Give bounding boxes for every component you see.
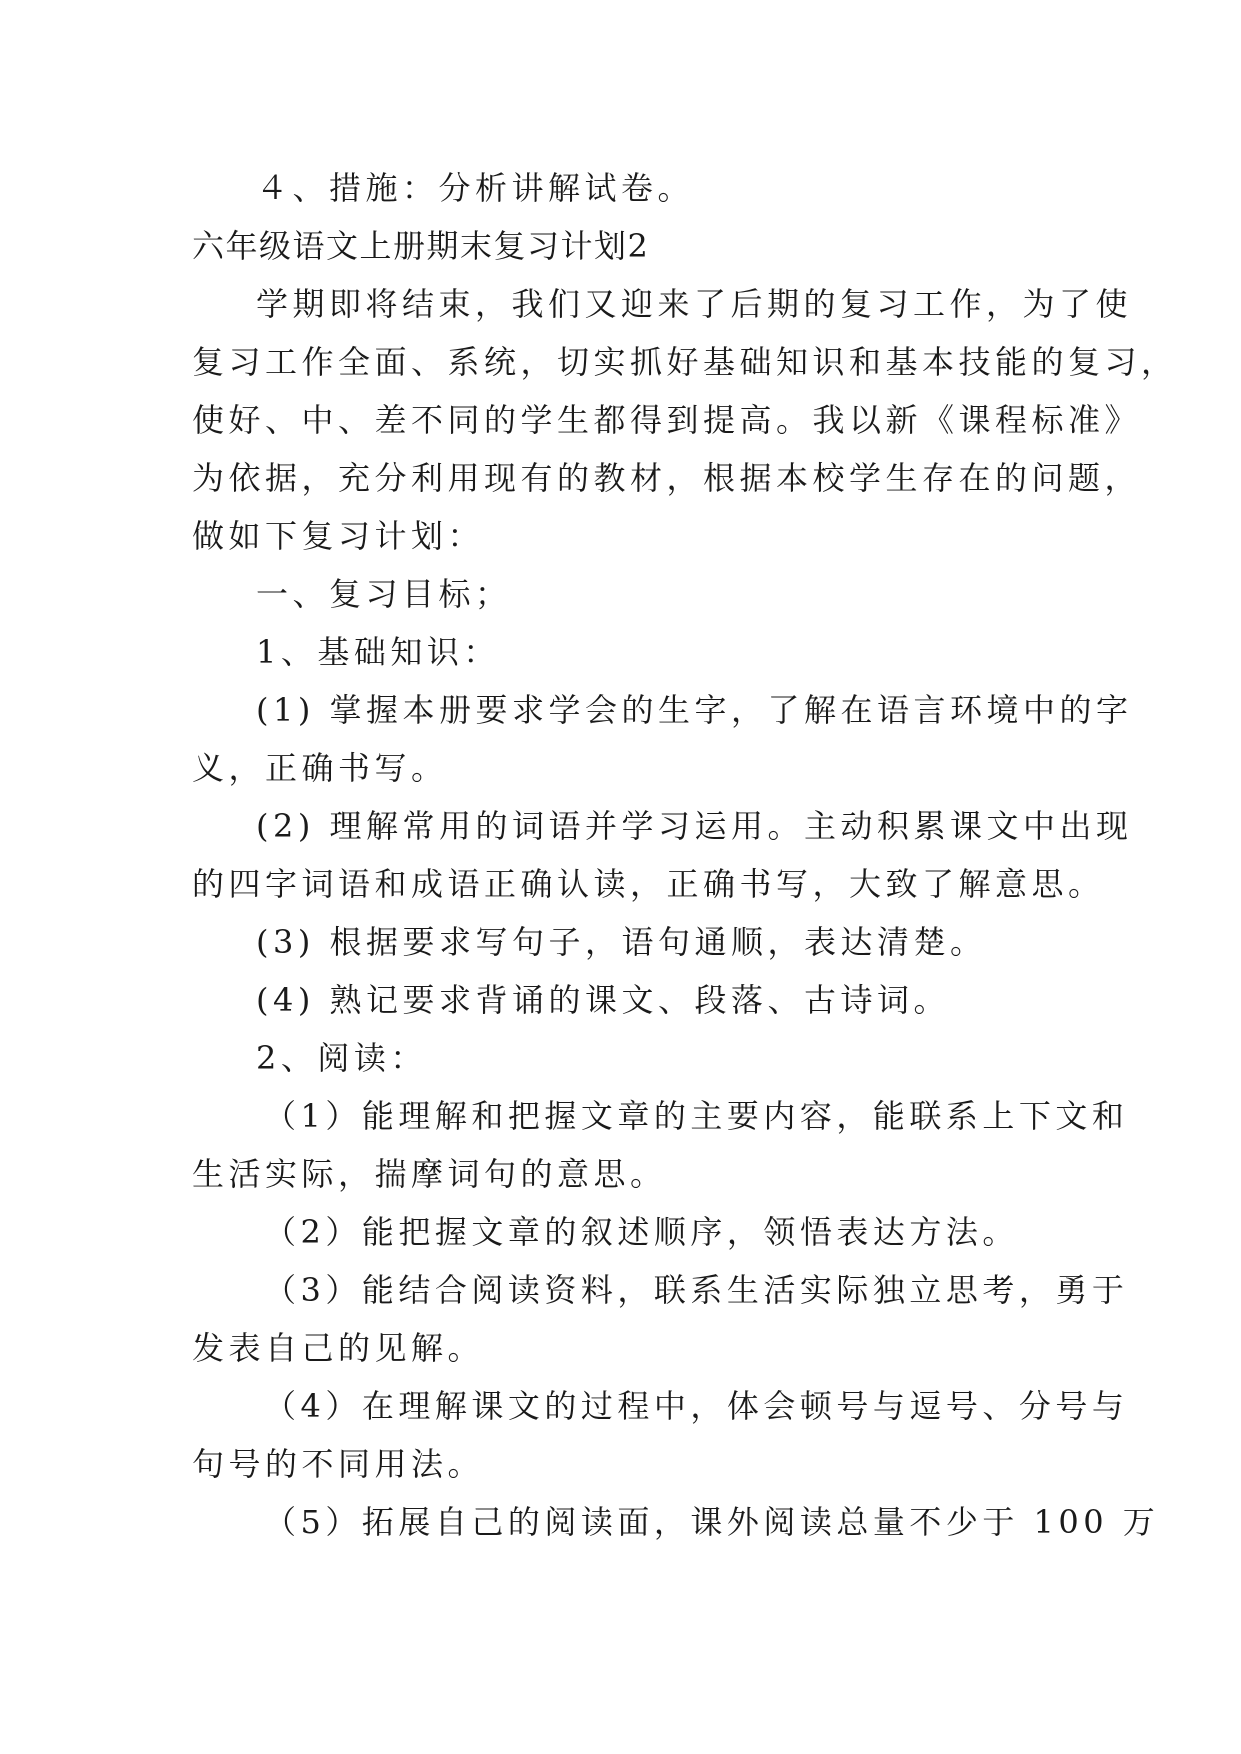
paragraph-line: 学期即将结束，我们又迎来了后期的复习工作，为了使 — [256, 285, 1133, 323]
list-item-line: (2) 理解常用的词语并学习运用。主动积累课文中出现 — [256, 807, 1133, 845]
list-item-line: 的四字词语和成语正确认读，正确书写，大致了解意思。 — [192, 865, 1105, 903]
list-item-line: （2）能把握文章的叙述顺序，领悟表达方法。 — [264, 1213, 1019, 1251]
section-title: 六年级语文上册期末复习计划2 — [192, 227, 650, 265]
list-item-line: （5）拓展自己的阅读面，课外阅读总量不少于 100 万 — [264, 1503, 1160, 1541]
list-item-line: 生活实际，揣摩词句的意思。 — [192, 1155, 667, 1193]
measure-item-4: ４、措施：分析讲解试卷。 — [256, 169, 695, 207]
list-item-line: 句号的不同用法。 — [192, 1445, 485, 1483]
list-item-line: （4）在理解课文的过程中，体会顿号与逗号、分号与 — [264, 1387, 1129, 1425]
list-item-line: (1) 掌握本册要求学会的生字，了解在语言环境中的字 — [256, 691, 1133, 729]
list-item-line: 发表自己的见解。 — [192, 1329, 485, 1367]
list-item-line: (4) 熟记要求背诵的课文、段落、古诗词。 — [256, 981, 951, 1019]
list-item-line: (3) 根据要求写句子，语句通顺，表达清楚。 — [256, 923, 987, 961]
list-item-line: 义，正确书写。 — [192, 749, 448, 787]
paragraph-line: 复习工作全面、系统，切实抓好基础知识和基本技能的复习， — [192, 343, 1178, 381]
subheading-goals: 一、复习目标； — [256, 575, 512, 613]
paragraph-line: 使好、中、差不同的学生都得到提高。我以新《课程标准》 — [192, 401, 1142, 439]
subheading-reading: 2、阅读： — [256, 1039, 427, 1077]
list-item-line: （3）能结合阅读资料，联系生活实际独立思考，勇于 — [264, 1271, 1129, 1309]
paragraph-line: 做如下复习计划： — [192, 517, 485, 555]
subheading-basics: 1、基础知识： — [256, 633, 500, 671]
list-item-line: （1）能理解和把握文章的主要内容，能联系上下文和 — [264, 1097, 1129, 1135]
paragraph-line: 为依据，充分利用现有的教材，根据本校学生存在的问题， — [192, 459, 1142, 497]
